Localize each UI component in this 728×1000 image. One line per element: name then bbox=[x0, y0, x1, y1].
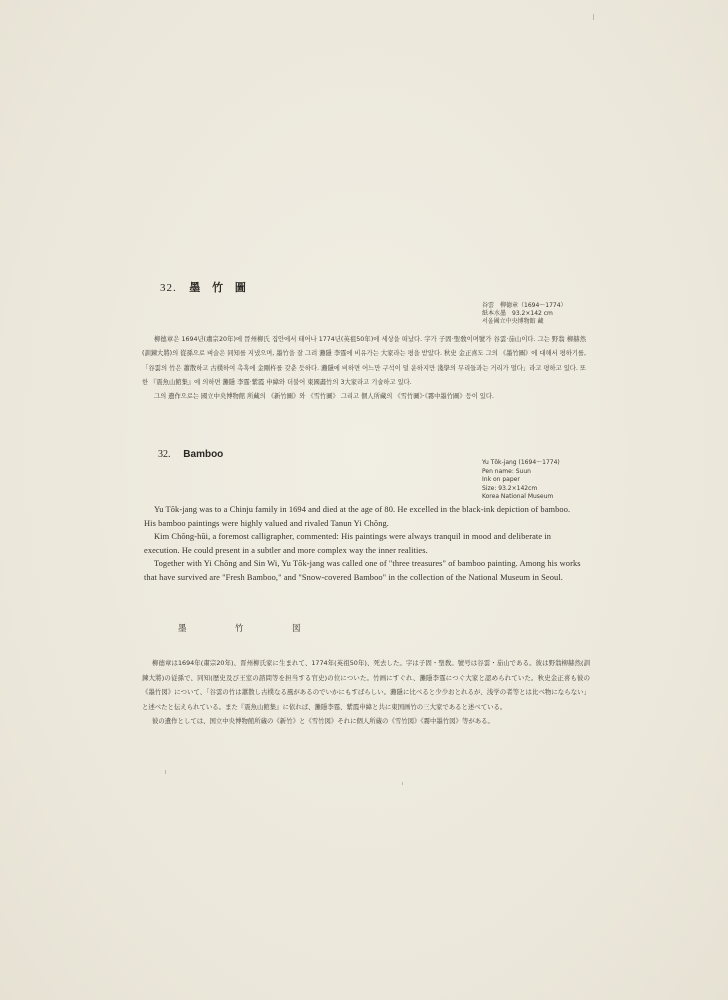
english-paragraph: Together with Yi Chŏng and Sin Wi, Yu Tŏk-jang was called one of "three treasures" of bamboo painting. Among his works that have survived are "Fresh Bamboo," and "Snow-covered Bamboo" in the collection of the National Museum in Seoul. bbox=[144, 559, 581, 582]
english-paragraph: Yu Tŏk-jang was to a Chinju family in 1694 and died at the age of 80. He excelled in the black-ink depiction of bamboo. His bamboo paintings were highly valued and rivaled Tanun Yi Chŏng. bbox=[144, 505, 571, 528]
paper-mark bbox=[402, 782, 403, 785]
korean-body-text bbox=[142, 333, 586, 404]
japanese-body-text bbox=[142, 656, 590, 729]
korean-paragraph: 그의 遺作으로는 國立中央博物館 所藏의 《新竹圖》와 《雪竹圖》 그리고 個人所藏의 《雪竹圖》·《霧中墨竹圖》등이 있다. bbox=[154, 393, 494, 401]
japanese-paragraph: 柳德章は1694年(粛宗20年)、晋州柳氏家に生まれて、1774年(英祖50年)、死去した。字は子固・聖敎。號号は谷雲・茄山である。彼は野翁柳赫然(訓鍊大將)の従孫で、同知(歴史及び王室の諮問等を担当する官史)の位についた。竹画にすぐれ、灘隱李霆につぐ大家と認められていた。秋史金正喜も彼の《墨竹図》について、「谷雲の竹は蕭散し古樸なる風があるのでいかにもすばらしい。灘隱に比べると少少おとれるが、浅学の者等とは比べ物にならない」と述べたと伝えられている。また『震魚山館集』に依れば、灘隱李霆、紫霞申緯と共に東国画竹の三大家であると述べている。 bbox=[142, 659, 590, 711]
english-heading bbox=[158, 449, 223, 460]
japanese-heading bbox=[178, 622, 321, 634]
korean-medium-line: 紙本水墨 93.2×142 cm bbox=[482, 310, 553, 317]
korean-plate-number: 32. bbox=[160, 282, 177, 294]
english-size-line: Size: 93.2×142cm bbox=[482, 484, 538, 492]
english-title: Bamboo bbox=[183, 449, 224, 460]
korean-paragraph: 柳德章은 1694년(肅宗20年)에 晉州柳氏 집안에서 태어나 1774년(英祖50年)에 세상을 떠났다. 字가 子固·聖敎이며號가 谷雲·茄山이다. 그는 野翁 柳赫然(訓鍊大將)의 從孫으로 벼슬은 同知를 지냈으며, 墨竹을 잘 그려 灘隱 李霆에 비유가는 大家라는 평을 받았다. 秋史 金正喜도 그의 《墨竹圖》에 대해서 평하기를, 「谷雲의 竹은 蕭散하고 古樸하여 촉혹에 金剛杵를 갖춘 듯하다. 灘隱에 비하면 어느만 구석이 덜 운하지만 淺學의 무리들과는 거리가 멀다」라고 평하고 있다. 또한 『震魚山館集』에 의하면 灘隱 李霆·紫霞 申緯와 더불어 東國畵竹의 3大家라고 기술하고 있다. bbox=[142, 336, 586, 386]
paper-mark bbox=[165, 770, 166, 774]
korean-heading bbox=[160, 279, 250, 295]
korean-collection-line: 서울國立中央博物館 藏 bbox=[482, 318, 544, 325]
korean-title: 墨 竹 圖 bbox=[189, 281, 250, 294]
english-plate-number: 32. bbox=[158, 449, 171, 460]
english-medium-line: Ink on paper bbox=[482, 476, 520, 484]
paper-mark bbox=[593, 14, 594, 20]
english-paragraph: Kim Chŏng-hŭi, a foremost calligrapher, commented: His paintings were always tranquil in mood and deliberate in execution. He could present in a subtler and more complex way the inner realities. bbox=[144, 532, 552, 555]
korean-artist-line: 谷雲 柳德章（1694～1774） bbox=[482, 302, 567, 309]
english-artwork-info bbox=[482, 459, 560, 502]
english-artist-line: Yu Tŏk-jang (1694～1774) bbox=[482, 459, 560, 466]
english-body-text bbox=[144, 503, 584, 585]
english-collection-line: Korea National Museum bbox=[482, 493, 554, 501]
japanese-title: 墨 竹 図 bbox=[178, 624, 321, 634]
japanese-paragraph: 彼の遺作としては、国立中央博物館所蔵の《新竹》と《雪竹図》それに個人所蔵の《雪竹図》《霧中墨竹図》等がある。 bbox=[152, 717, 494, 726]
english-penname-line: Pen name: Suun bbox=[482, 467, 531, 475]
korean-artwork-info bbox=[482, 302, 567, 326]
